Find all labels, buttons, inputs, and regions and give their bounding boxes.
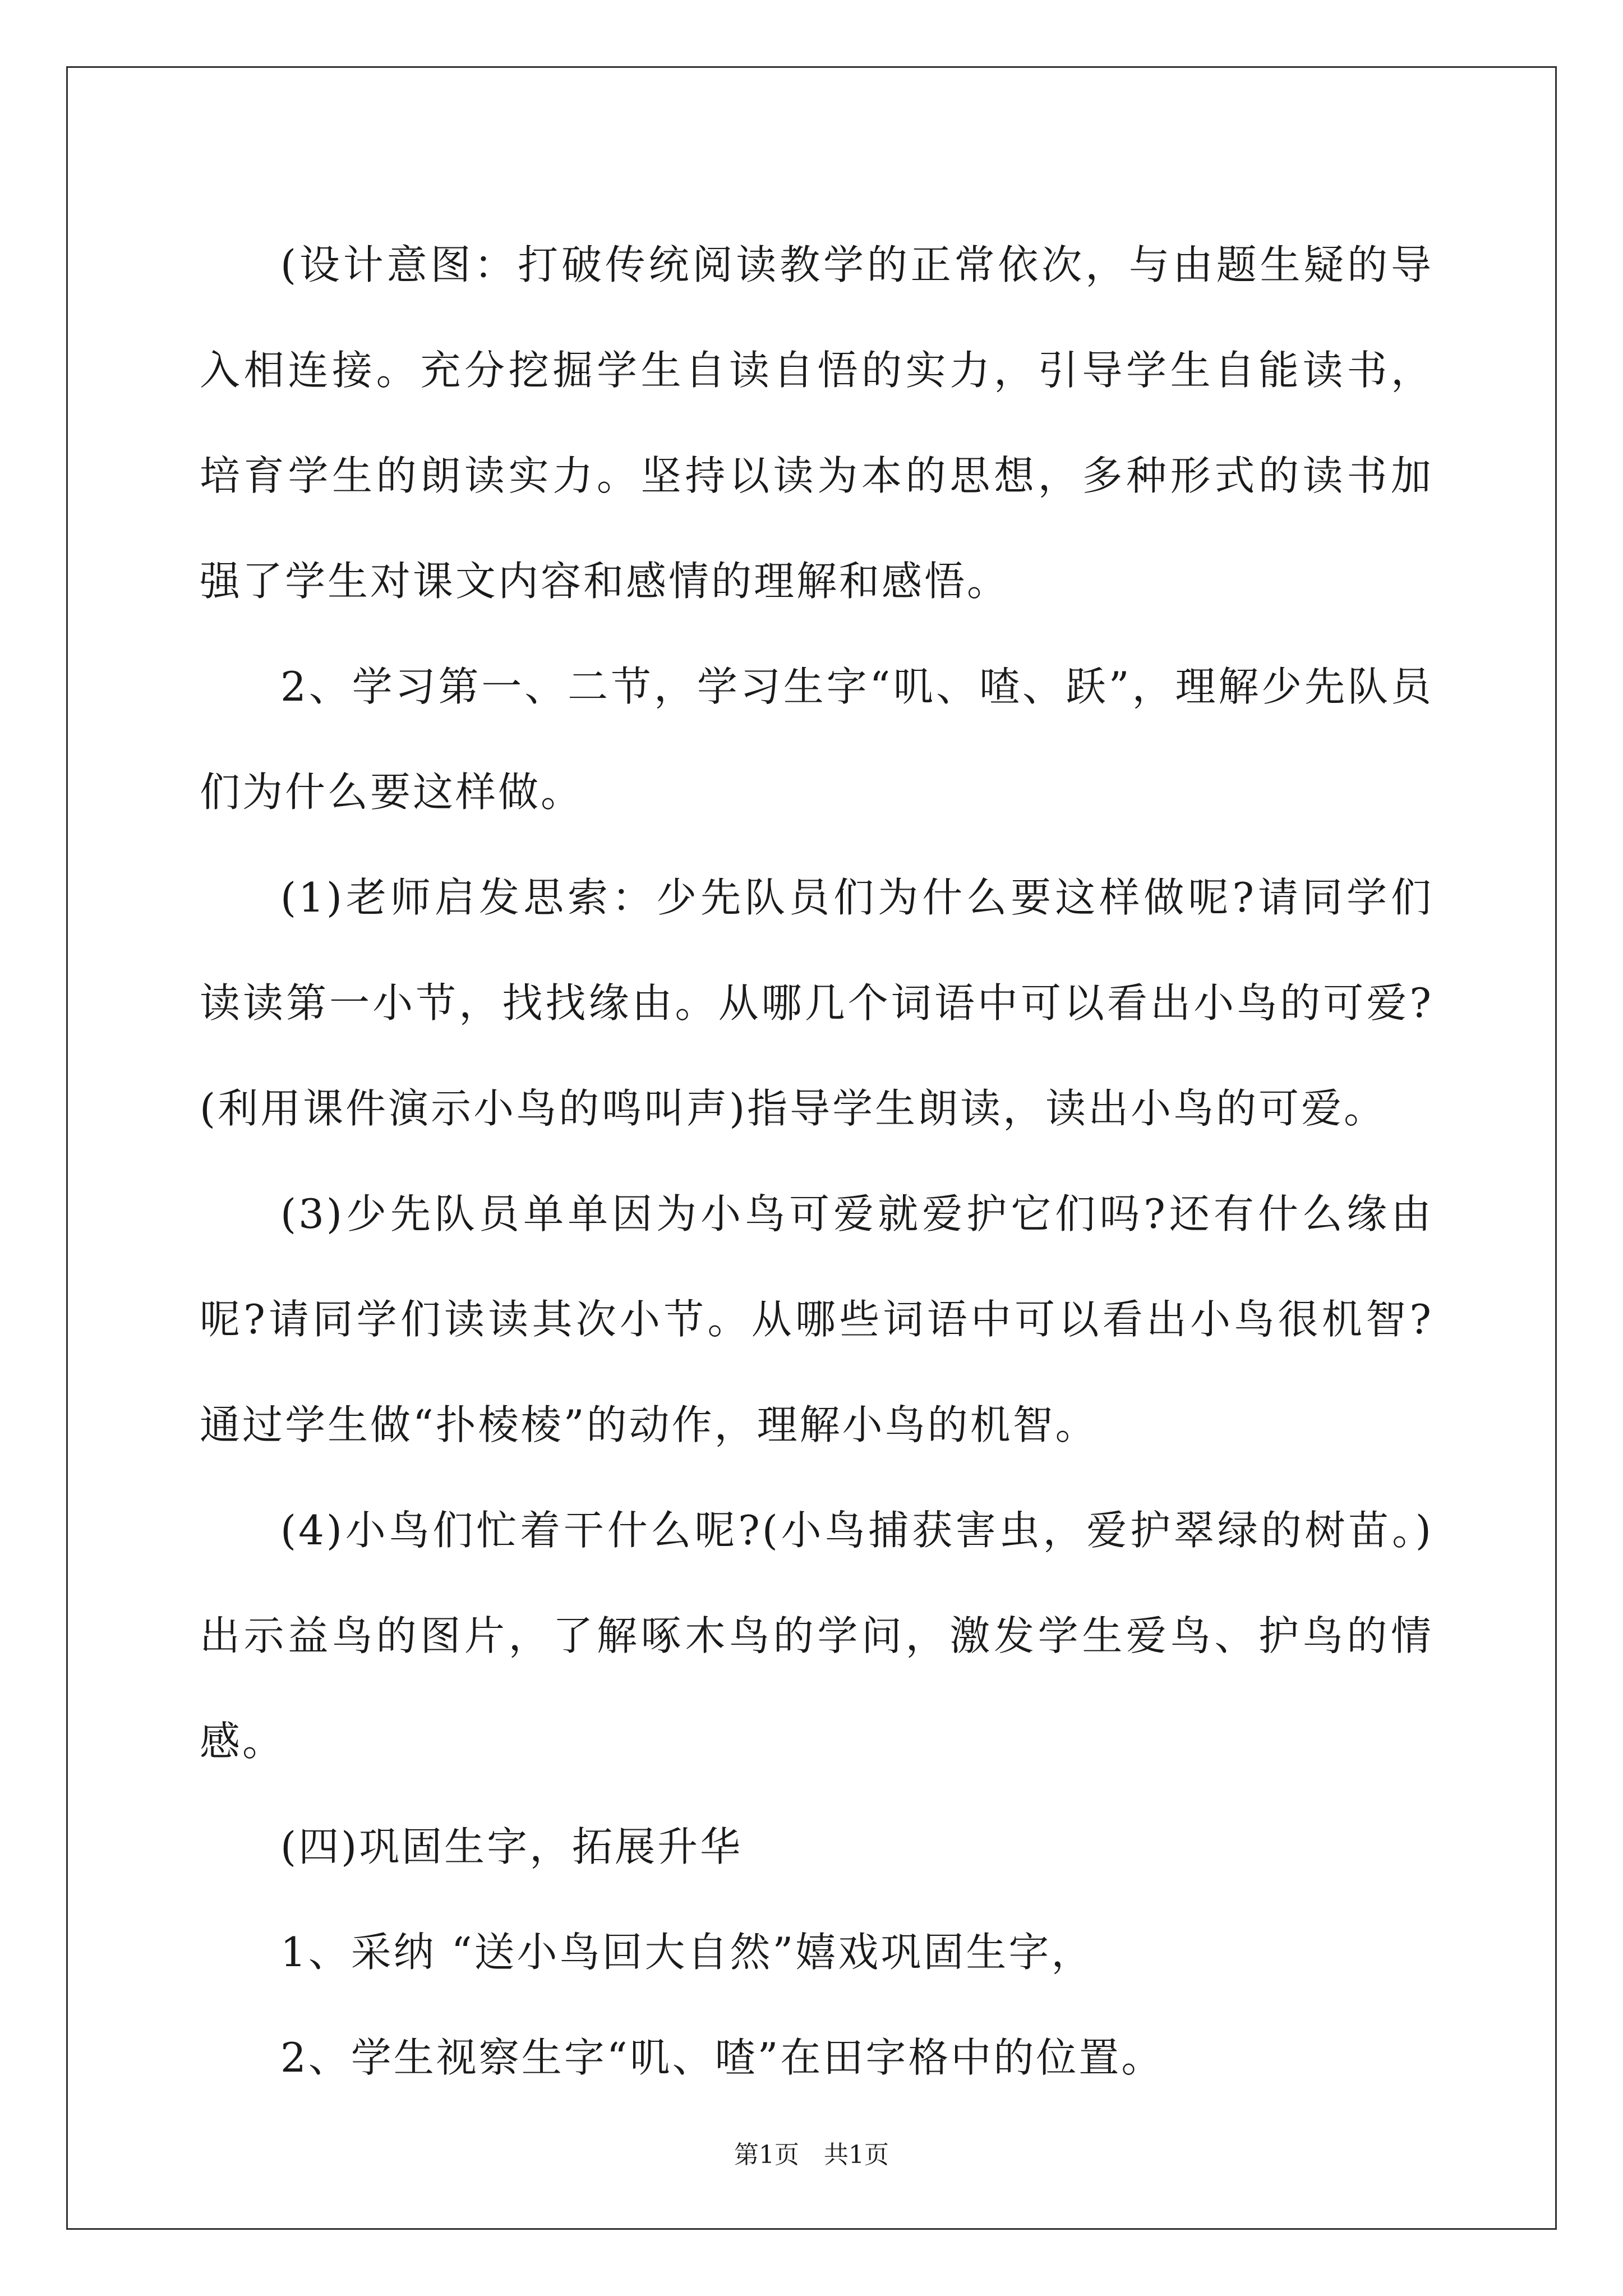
paragraph-step-2: 2、学习第一、二节，学习生字“叽、喳、跃”，理解少先队员们为什么要这样做。 [200, 663, 1433, 816]
section-heading-4: (四)巩固生字，拓展升华 [280, 1823, 743, 1870]
paragraph-design-intent: (设计意图：打破传统阅读教学的正常依次，与由题生疑的导入相连接。充分挖掘学生自读自悟的实力，引导学生自能读书，培育学生的朗读实力。坚持以读为本的思想，多种形式的读书加强了学生对课文内容和感情的理解和感悟。 [200, 241, 1433, 605]
paragraph-step-2-1: (1)老师启发思索：少先队员们为什么要这样做呢?请同学们读读第一小节，找找缘由。从哪几个词语中可以看出小鸟的可爱?(利用课件演示小鸟的鸣叫声)指导学生朗读，读出小鸟的可爱。 [200, 874, 1433, 1132]
paragraph-step-2-3: (3)少先队员单单因为小鸟可爱就爱护它们吗?还有什么缘由呢?请同学们读读其次小节。从哪些词语中可以看出小鸟很机智?通过学生做“扑棱棱”的动作，理解小鸟的机智。 [200, 1190, 1433, 1448]
document-body [200, 212, 1433, 2110]
paragraph-step-2-4: (4)小鸟们忙着干什么呢?(小鸟捕获害虫，爱护翠绿的树苗。)出示益鸟的图片，了解啄木鸟的学问，激发学生爱鸟、护鸟的情感。 [200, 1507, 1433, 1765]
paragraph-consolidate-2: 2、学生视察生字“叽、喳”在田字格中的位置。 [280, 2034, 1164, 2081]
paragraph-consolidate-1: 1、采纳 “送小鸟回大自然”嬉戏巩固生字， [280, 1929, 1094, 1976]
page-number-footer: 第1页 共1页 [734, 2141, 889, 2169]
